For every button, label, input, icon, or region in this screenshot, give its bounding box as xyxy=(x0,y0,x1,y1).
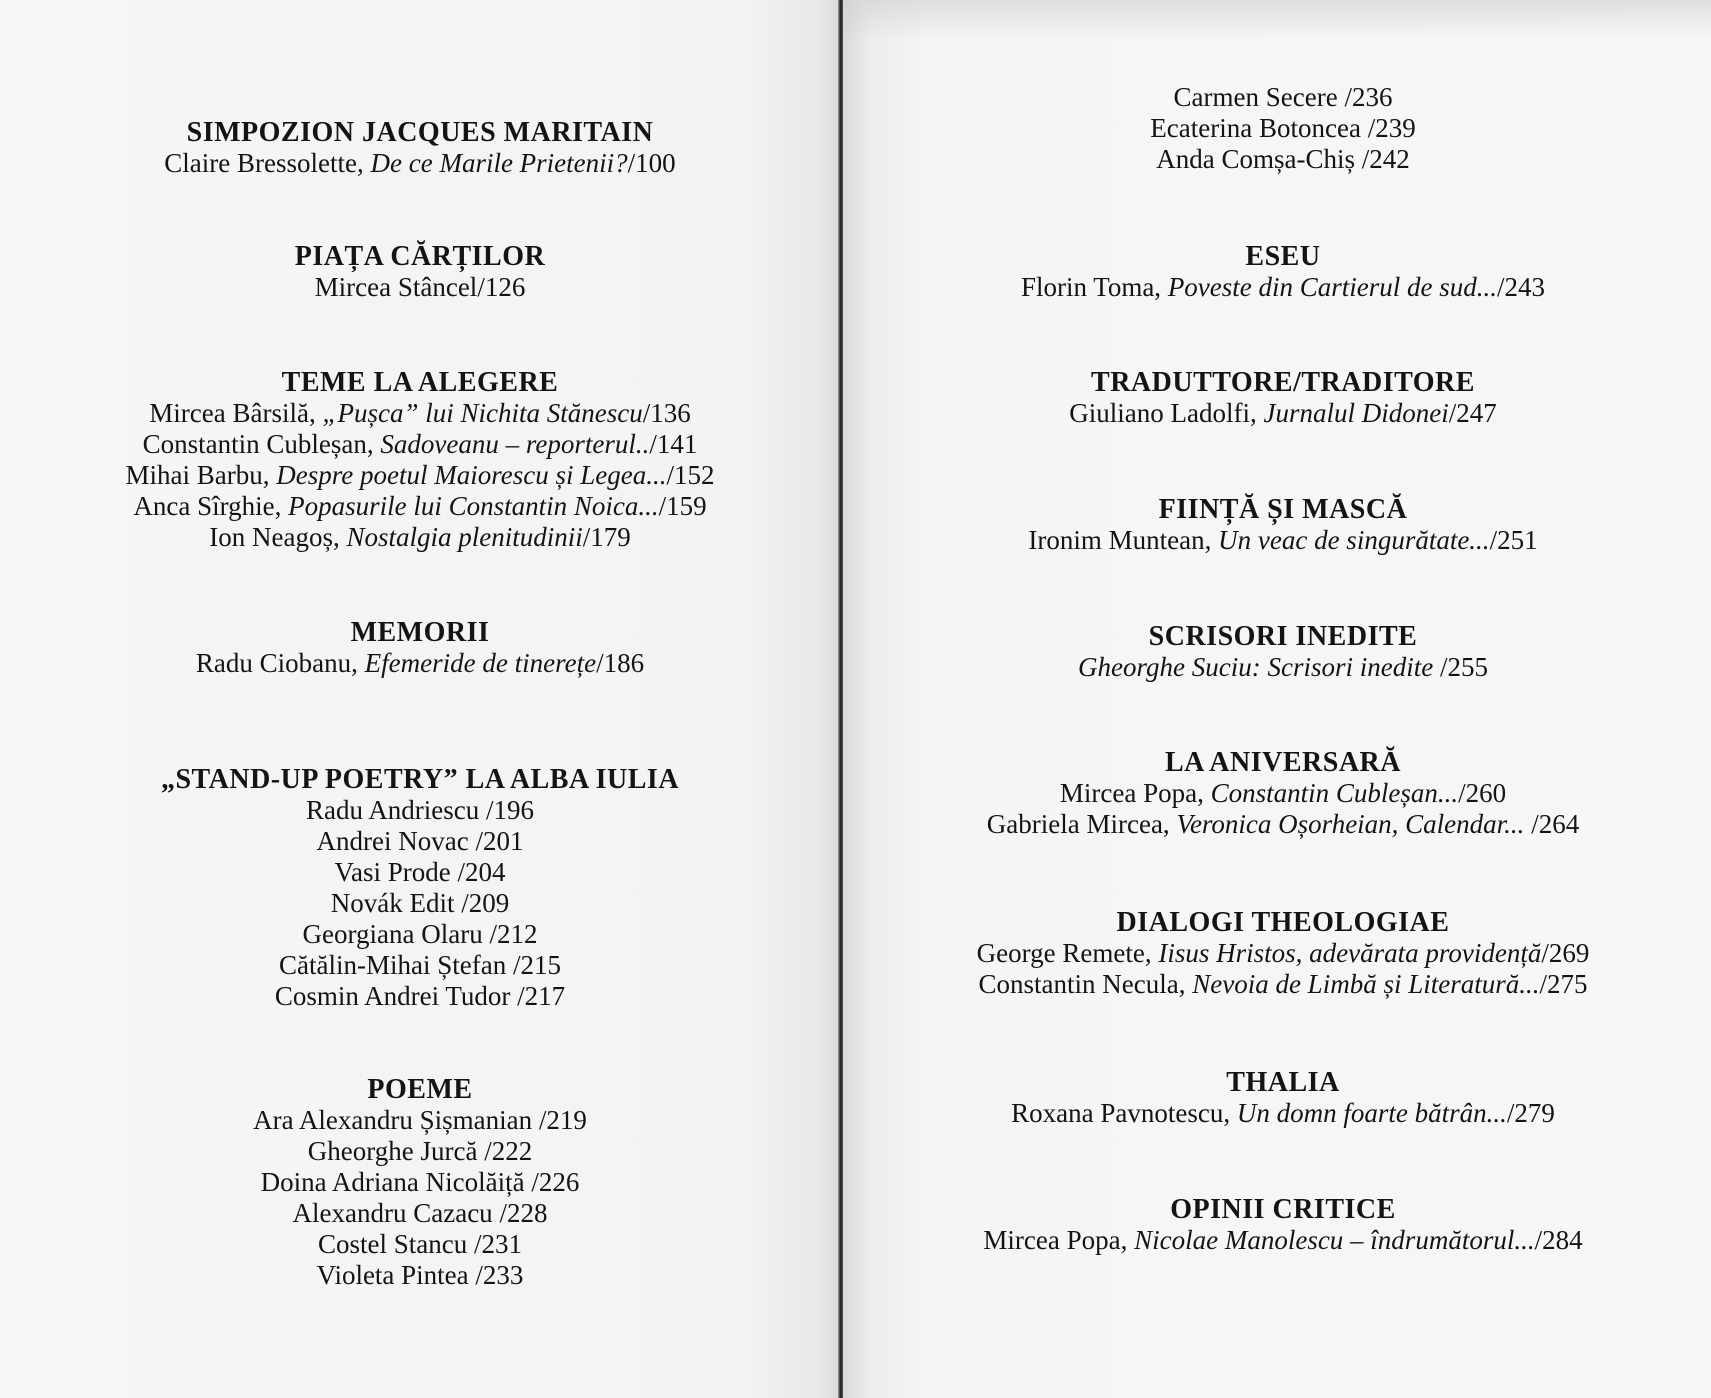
entries xyxy=(913,1225,1653,1256)
entry-title: Iisus Hristos, adevărata providență xyxy=(1158,938,1542,968)
entry-title: Veronica Oșorheian, Calendar... xyxy=(1176,809,1532,839)
entry-title: Un veac de singurătate... xyxy=(1218,525,1490,555)
entry-title: De ce Marile Prietenii? xyxy=(370,148,628,178)
entry-page-number: /204 xyxy=(457,857,506,887)
toc-entry xyxy=(913,144,1653,175)
toc-section xyxy=(70,618,770,679)
entry-page-number: /243 xyxy=(1497,272,1546,302)
entries xyxy=(913,1098,1653,1129)
toc-entry xyxy=(913,82,1653,113)
toc-section xyxy=(70,765,770,1012)
entries xyxy=(913,525,1653,556)
entry-author: Mihai Barbu, xyxy=(125,460,277,490)
entry-author: Doina Adriana Nicolăiță xyxy=(260,1167,532,1197)
toc-entry xyxy=(70,1167,770,1198)
entry-page-number: /247 xyxy=(1448,398,1497,428)
toc-entry xyxy=(70,1198,770,1229)
entries xyxy=(913,272,1653,303)
entry-page-number: /236 xyxy=(1344,82,1393,112)
toc-entry xyxy=(70,1260,770,1291)
toc-entry xyxy=(913,778,1653,809)
entry-page-number: /136 xyxy=(642,398,691,428)
right-page xyxy=(843,0,1711,1398)
entry-page-number: /284 xyxy=(1534,1225,1583,1255)
section-heading: LA ANIVERSARĂ xyxy=(1165,747,1401,778)
entry-author: Gabriela Mircea, xyxy=(986,809,1177,839)
entry-author: Claire Bressolette, xyxy=(164,148,371,178)
entry-author: Mircea Bârsilă, xyxy=(149,398,323,428)
entries xyxy=(70,1105,770,1291)
entry-author: Andrei Novac xyxy=(316,826,476,856)
toc-entry xyxy=(913,525,1653,556)
toc-section xyxy=(913,1068,1653,1129)
section-heading: POEME xyxy=(367,1074,473,1105)
toc-entry xyxy=(70,648,770,679)
entry-page-number: /212 xyxy=(489,919,538,949)
right-toc xyxy=(913,0,1653,1398)
entry-page-number: /269 xyxy=(1541,938,1590,968)
toc-entry xyxy=(70,491,770,522)
entry-author: Radu Andriescu xyxy=(306,795,486,825)
entry-title: Nicolae Manolescu – îndrumătorul... xyxy=(1134,1225,1535,1255)
section-heading: THALIA xyxy=(1226,1067,1340,1098)
toc-section xyxy=(913,242,1653,303)
entry-author: Novák Edit xyxy=(330,888,462,918)
section-heading: FIINȚĂ ȘI MASCĂ xyxy=(1158,494,1408,525)
entry-title: Un domn foarte bătrân... xyxy=(1236,1098,1507,1128)
section-heading: DIALOGI THEOLOGIAE xyxy=(1116,907,1450,938)
toc-entry xyxy=(913,652,1653,683)
entry-author: Anca Sîrghie, xyxy=(133,491,289,521)
entry-author: Ion Neagoș, xyxy=(209,522,347,552)
toc-entry xyxy=(70,522,770,553)
entry-page-number: /186 xyxy=(596,648,645,678)
entry-page-number: /233 xyxy=(475,1260,524,1290)
toc-entry xyxy=(913,113,1653,144)
entries xyxy=(70,398,770,553)
section-heading: SIMPOZION JACQUES MARITAIN xyxy=(186,117,654,148)
toc-entry xyxy=(70,888,770,919)
toc-entry xyxy=(70,950,770,981)
entry-title: Despre poetul Maiorescu și Legea... xyxy=(276,460,667,490)
entry-author: Ironim Muntean, xyxy=(1028,525,1219,555)
entry-author: Mircea Popa, xyxy=(1059,778,1211,808)
entry-author: Alexandru Cazacu xyxy=(292,1198,500,1228)
entry-page-number: /179 xyxy=(582,522,631,552)
entry-title: Popasurile lui Constantin Noica... xyxy=(288,491,659,521)
entry-title: Gheorghe Suciu: Scrisori inedite xyxy=(1078,652,1440,682)
entry-title: „Pușca” lui Nichita Stănescu xyxy=(322,398,643,428)
toc-entry xyxy=(70,272,770,303)
entry-page-number: /231 xyxy=(473,1229,522,1259)
toc-entry xyxy=(70,919,770,950)
toc-entry xyxy=(70,826,770,857)
toc-entry xyxy=(913,398,1653,429)
toc-section xyxy=(70,118,770,179)
toc-entry xyxy=(913,1225,1653,1256)
section-heading: MEMORII xyxy=(350,617,490,648)
entry-author: Ara Alexandru Șișmanian xyxy=(253,1105,539,1135)
toc-entry xyxy=(913,938,1653,969)
entry-page-number: /264 xyxy=(1531,809,1580,839)
entry-author: Costel Stancu xyxy=(317,1229,474,1259)
section-heading: „STAND-UP POETRY” LA ALBA IULIA xyxy=(160,764,680,795)
entries xyxy=(913,938,1653,1000)
toc-section xyxy=(913,82,1653,175)
toc-entry xyxy=(70,1136,770,1167)
entry-page-number: /219 xyxy=(538,1105,587,1135)
entry-author: Georgiana Olaru xyxy=(302,919,490,949)
entry-page-number: /196 xyxy=(485,795,534,825)
section-heading: TRADUTTORE/TRADITORE xyxy=(1091,367,1475,398)
toc-entry xyxy=(70,1229,770,1260)
entry-page-number: /279 xyxy=(1506,1098,1555,1128)
entry-page-number: /152 xyxy=(666,460,715,490)
entry-title: Efemeride de tinerețe xyxy=(364,648,597,678)
toc-entry xyxy=(70,857,770,888)
toc-section xyxy=(913,908,1653,1000)
entries xyxy=(70,272,770,303)
entry-page-number: /215 xyxy=(512,950,561,980)
section-heading: OPINII CRITICE xyxy=(1170,1194,1396,1225)
entry-page-number: /222 xyxy=(484,1136,533,1166)
entries xyxy=(913,82,1653,175)
entry-author: Giuliano Ladolfi, xyxy=(1069,398,1264,428)
left-page xyxy=(0,0,840,1398)
toc-entry xyxy=(70,460,770,491)
entry-author: Violeta Pintea xyxy=(316,1260,476,1290)
section-heading: PIAȚA CĂRȚILOR xyxy=(294,241,546,272)
entry-title: Poveste din Cartierul de sud... xyxy=(1167,272,1498,302)
entry-page-number: /141 xyxy=(649,429,698,459)
toc-entry xyxy=(913,809,1653,840)
entry-page-number: /242 xyxy=(1361,144,1410,174)
entries xyxy=(913,778,1653,840)
toc-entry xyxy=(913,272,1653,303)
entry-page-number: /217 xyxy=(517,981,566,1011)
entry-title: Constantin Cubleșan... xyxy=(1210,778,1459,808)
section-heading: TEME LA ALEGERE xyxy=(281,367,559,398)
toc-section xyxy=(913,622,1653,683)
entries xyxy=(70,148,770,179)
entry-author: Constantin Cubleșan, xyxy=(142,429,381,459)
entry-page-number: /201 xyxy=(475,826,524,856)
toc-section xyxy=(913,368,1653,429)
toc-entry xyxy=(70,981,770,1012)
entry-author: Anda Comșa-Chiș xyxy=(1156,144,1362,174)
entry-author: Radu Ciobanu, xyxy=(195,648,365,678)
entry-author: Mircea Popa, xyxy=(983,1225,1135,1255)
toc-section xyxy=(70,368,770,553)
toc-entry xyxy=(70,398,770,429)
entry-page-number: /126 xyxy=(477,272,526,302)
entry-author: Florin Toma, xyxy=(1020,272,1168,302)
toc-entry xyxy=(913,969,1653,1000)
entry-author: Gheorghe Jurcă xyxy=(307,1136,485,1166)
entry-page-number: /275 xyxy=(1539,969,1588,999)
toc-entry xyxy=(70,429,770,460)
entry-page-number: /209 xyxy=(461,888,510,918)
entry-page-number: /228 xyxy=(499,1198,548,1228)
entry-page-number: /159 xyxy=(658,491,707,521)
entry-page-number: /260 xyxy=(1458,778,1507,808)
entry-author: George Remete, xyxy=(976,938,1159,968)
entry-title: Nevoia de Limbă și Literatură... xyxy=(1192,969,1540,999)
toc-entry xyxy=(70,1105,770,1136)
toc-entry xyxy=(70,148,770,179)
left-toc xyxy=(70,0,770,1398)
toc-section xyxy=(913,495,1653,556)
entry-title: Sadoveanu – reporterul.. xyxy=(380,429,650,459)
entry-page-number: /226 xyxy=(531,1167,580,1197)
entry-author: Mircea Stâncel xyxy=(314,272,478,302)
entry-author: Cosmin Andrei Tudor xyxy=(274,981,518,1011)
entry-author: Vasi Prode xyxy=(334,857,458,887)
entries xyxy=(70,648,770,679)
entry-author: Constantin Necula, xyxy=(978,969,1193,999)
entries xyxy=(70,795,770,1012)
entry-page-number: /255 xyxy=(1439,652,1488,682)
entry-page-number: /251 xyxy=(1489,525,1538,555)
entry-title: Nostalgia plenitudinii xyxy=(346,522,583,552)
entry-author: Cătălin-Mihai Ștefan xyxy=(279,950,513,980)
entry-page-number: /239 xyxy=(1367,113,1416,143)
entry-author: Carmen Secere xyxy=(1173,82,1345,112)
entry-page-number: /100 xyxy=(627,148,676,178)
toc-entry xyxy=(913,1098,1653,1129)
section-heading: ESEU xyxy=(1245,241,1321,272)
toc-entry xyxy=(70,795,770,826)
entry-author: Ecaterina Botoncea xyxy=(1150,113,1368,143)
entry-title: Jurnalul Didonei xyxy=(1263,398,1449,428)
toc-section xyxy=(913,748,1653,840)
toc-section xyxy=(913,1195,1653,1256)
entry-author: Roxana Pavnotescu, xyxy=(1011,1098,1237,1128)
toc-section xyxy=(70,242,770,303)
toc-section xyxy=(70,1075,770,1291)
entries xyxy=(913,652,1653,683)
section-heading: SCRISORI INEDITE xyxy=(1148,621,1418,652)
entries xyxy=(913,398,1653,429)
